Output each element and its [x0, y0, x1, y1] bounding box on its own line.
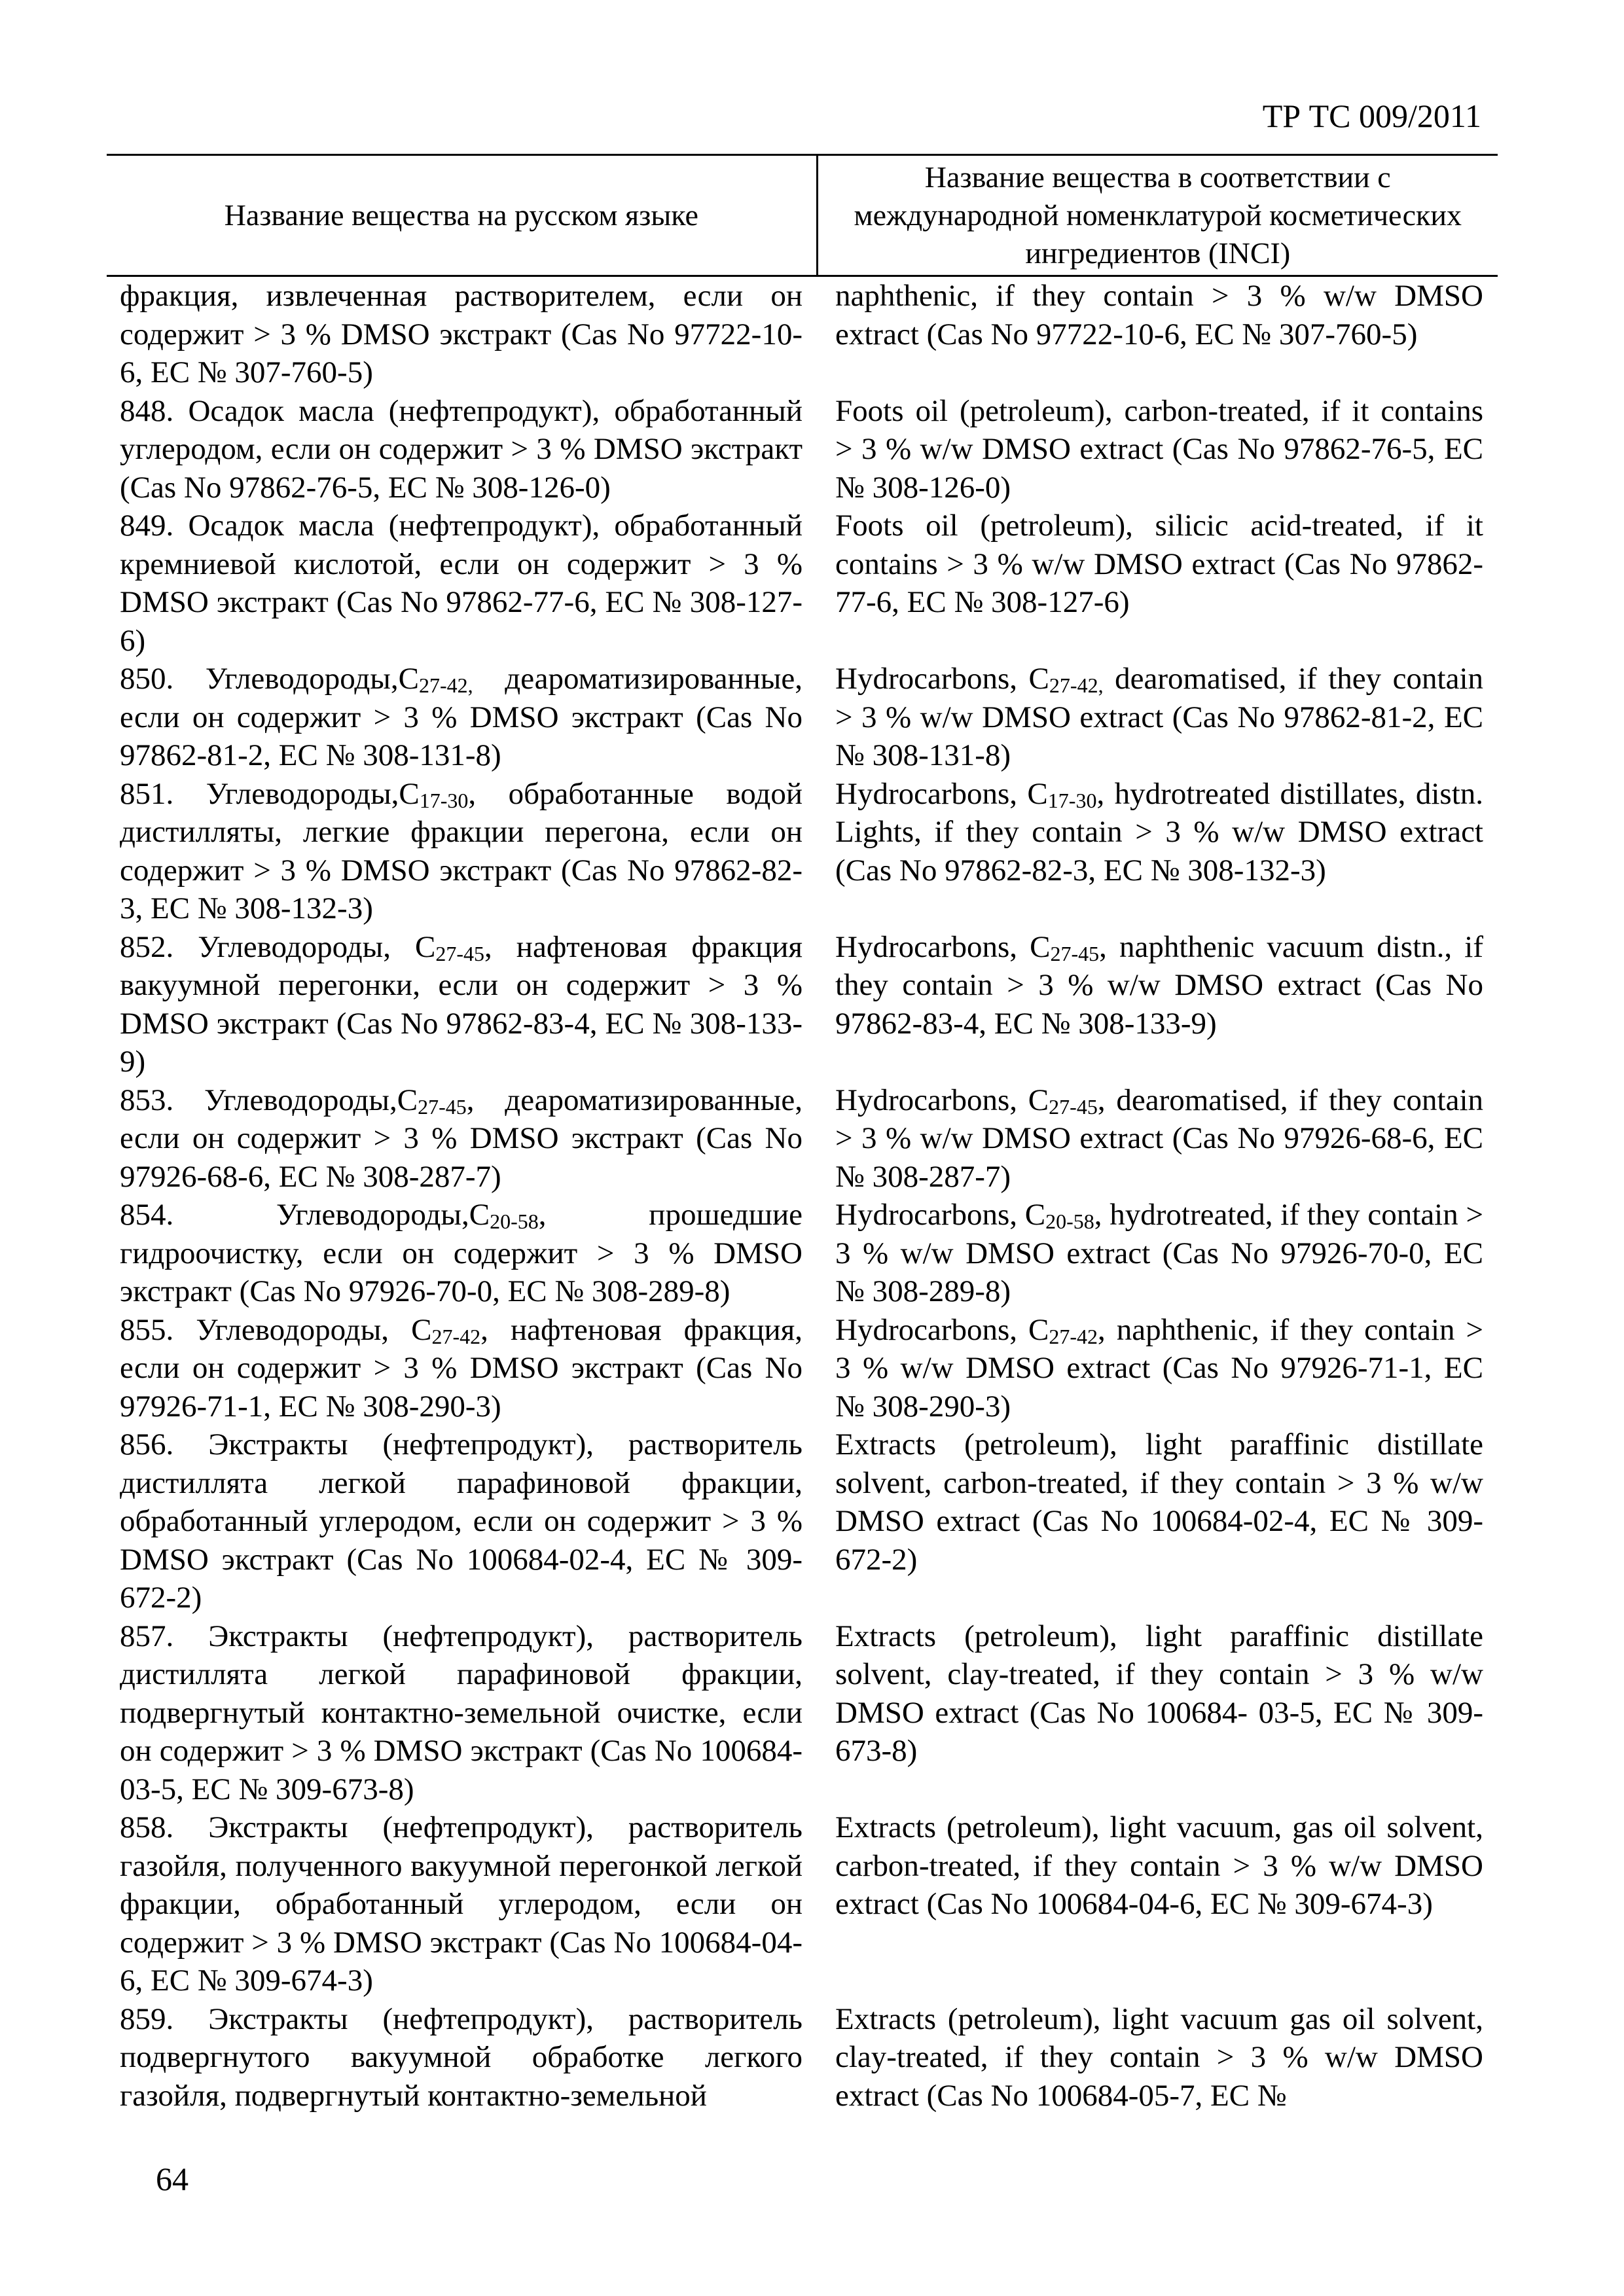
text-part: деароматизированные, если он содержит > 3 % DMSO экстракт (Cas No 97862-81-2, ЕС № 308-131-8): [120, 662, 803, 772]
table-row: [107, 507, 1498, 660]
subscript: 20-58: [1045, 1210, 1094, 1233]
text-part: 850. Углеводороды,C: [120, 662, 419, 696]
substances-table: [107, 154, 1498, 2115]
cell-inci-name: [817, 928, 1498, 1081]
text-part: 853. Углеводороды,C: [120, 1083, 418, 1117]
text-part: , naphthenic, if they contain > 3 % w/w DMSO extract (Cas No 97926-71-1, ЕС № 308-290-3): [835, 1312, 1483, 1424]
table-row: [107, 1311, 1498, 1426]
cell-inci-name: [817, 1196, 1498, 1311]
text-part: 854. Углеводороды,C: [120, 1198, 490, 1232]
subscript: 20-58: [490, 1210, 539, 1233]
subscript: 27-42: [431, 1324, 481, 1348]
cell-inci-name: Foots oil (petroleum), carbon-treated, if it contains > 3 % w/w DMSO extract (Cas No 97862-76-5, ЕС № 308-126-0): [835, 393, 1483, 505]
cell-russian-name: фракция, извлеченная растворителем, если он содержит > 3 % DMSO экстракт (Cas No 97722-10-6, ЕС № 307-760-5): [120, 279, 803, 389]
text-part: Hydrocarbons, C: [835, 929, 1051, 964]
column-header-russian: Название вещества на русском языке: [107, 155, 817, 276]
table-row: [107, 392, 1498, 507]
subscript: 27-42,: [1049, 673, 1104, 697]
text-part: 852. Углеводороды, C: [120, 929, 436, 964]
text-part: , нафтеновая фракция, если он содержит > 3 % DMSO экстракт (Cas No 97926-71-1, ЕС № 308-290-3): [120, 1312, 803, 1424]
subscript: 17-30: [419, 788, 469, 812]
cell-russian-name: [107, 1081, 817, 1196]
document-code: ТР ТС 009/2011: [1262, 98, 1481, 134]
subscript: 27-45: [435, 941, 485, 965]
text-part: , hydrotreated, if they contain > 3 % w/w DMSO extract (Cas No 97926-70-0, ЕС № 308-289-8): [835, 1198, 1483, 1308]
cell-russian-name: [107, 1311, 817, 1426]
text-part: , hydrotreated distillates, distn. Lights, if they contain > 3 % w/w DMSO extract (Cas No 97862-82-3, ЕС № 308-132-3): [835, 776, 1484, 888]
text-part: , прошедшие гидроочистку, если он содержит > 3 % DMSO экстракт (Cas No 97926-70-0, ЕС № 308-289-8): [120, 1198, 803, 1308]
table-row: [107, 276, 1498, 392]
cell-russian-name: 856. Экстракты (нефтепродукт), растворитель дистиллята легкой парафиновой фракции, обработанный углеродом, если он содержит > 3 % DMSO экстракт (Cas No 100684-02-4, ЕС № 309-672-2): [120, 1427, 803, 1615]
subscript: 27-45: [1050, 941, 1100, 965]
page-number: 64: [156, 2161, 189, 2197]
text-part: 855. Углеводороды, C: [120, 1312, 432, 1347]
subscript: 27-42,: [418, 673, 473, 697]
table-row: [107, 660, 1498, 775]
table-row: [107, 1426, 1498, 1617]
subscript: 27-45: [418, 1094, 467, 1119]
text-part: Hydrocarbons, C: [835, 1083, 1049, 1117]
table-row: [107, 928, 1498, 1081]
subscript: 27-42: [1049, 1324, 1098, 1348]
cell-inci-name: Extracts (petroleum), light vacuum, gas oil solvent, carbon-treated, if they contain > 3 % w/w DMSO extract (Cas No 100684-04-6, ЕС № 309-674-3): [835, 1810, 1483, 1921]
cell-russian-name: 848. Осадок масла (нефтепродукт), обработанный углеродом, если он содержит > 3 % DMSO экстракт (Cas No 97862-76-5, ЕС № 308-126-0): [120, 393, 803, 505]
subscript: 27-45: [1049, 1094, 1098, 1119]
text-part: Hydrocarbons, C: [835, 776, 1048, 811]
cell-inci-name: naphthenic, if they contain > 3 % w/w DMSO extract (Cas No 97722-10-6, ЕС № 307-760-5): [835, 279, 1483, 351]
cell-inci-name: [817, 1311, 1498, 1426]
cell-russian-name: [107, 1196, 817, 1311]
text-part: , dearomatised, if they contain > 3 % w/w DMSO extract (Cas No 97926-68-6, ЕС № 308-287-7): [835, 1083, 1484, 1194]
cell-russian-name: 858. Экстракты (нефтепродукт), растворитель газойля, полученного вакуумной перегонкой легкой фракции, обработанный углеродом, если он содержит > 3 % DMSO экстракт (Cas No 100684-04-6, ЕС № 309-674-3): [120, 1810, 803, 1998]
cell-russian-name: [107, 928, 817, 1081]
table-row: [107, 1081, 1498, 1196]
cell-russian-name: 849. Осадок масла (нефтепродукт), обработанный кремниевой кислотой, если он содержит > 3 % DMSO экстракт (Cas No 97862-77-6, ЕС № 308-127-6): [120, 509, 803, 658]
table-row: [107, 1808, 1498, 2000]
text-part: Hydrocarbons, C: [835, 662, 1049, 696]
cell-inci-name: Extracts (petroleum), light vacuum gas oil solvent, clay-treated, if they contain > 3 % w/w DMSO extract (Cas No 100684-05-7, ЕС №: [835, 2001, 1483, 2113]
table-row: [107, 2000, 1498, 2115]
table-row: [107, 1196, 1498, 1311]
text-part: , нафтеновая фракция вакуумной перегонки, если он содержит > 3 % DMSO экстракт (Cas No 97862-83-4, ЕС № 308-133-9): [120, 929, 803, 1079]
text-part: dearomatised, if they contain > 3 % w/w DMSO extract (Cas No 97862-81-2, ЕС № 308-131-8): [835, 662, 1484, 772]
text-part: Hydrocarbons, C: [835, 1198, 1046, 1232]
text-part: Hydrocarbons, C: [835, 1312, 1049, 1347]
subscript: 17-30: [1047, 788, 1097, 812]
text-part: , обработанные водой дистилляты, легкие фракции перегона, если он содержит > 3 % DMSO экстракт (Cas No 97862-82-3, ЕС № 308-132-3): [120, 776, 803, 925]
cell-russian-name: 859. Экстракты (нефтепродукт), растворитель подвергнутого вакуумной обработке легкого газойля, подвергнутый контактно-земельной: [120, 2001, 803, 2113]
cell-inci-name: Extracts (petroleum), light paraffinic distillate solvent, carbon-treated, if they contain > 3 % w/w DMSO extract (Cas No 100684-02-4, ЕС № 309-672-2): [835, 1427, 1483, 1577]
cell-russian-name: 857. Экстракты (нефтепродукт), растворитель дистиллята легкой парафиновой фракции, подвергнутый контактно-земельной очистке, если он содержит > 3 % DMSO экстракт (Cas No 100684- 03-5, ЕС № 309-673-8): [120, 1619, 803, 1806]
table-row: [107, 1617, 1498, 1809]
cell-russian-name: [107, 660, 817, 775]
text-part: 851. Углеводороды,C: [120, 776, 420, 811]
cell-inci-name: [817, 660, 1498, 775]
cell-inci-name: [817, 775, 1498, 928]
table-header-row: [107, 155, 1498, 276]
text-part: , деароматизированные, если он содержит > 3 % DMSO экстракт (Cas No 97926-68-6, ЕС № 308-287-7): [120, 1083, 803, 1194]
cell-inci-name: Foots oil (petroleum), silicic acid-treated, if it contains > 3 % w/w DMSO extract (Cas No 97862-77-6, ЕС № 308-127-6): [835, 509, 1483, 619]
column-header-inci: Название вещества в соответствии с международной номенклатурой косметических ингредиентов (INCI): [817, 155, 1498, 276]
text-part: , naphthenic vacuum distn., if they contain > 3 % w/w DMSO extract (Cas No 97862-83-4, ЕС № 308-133-9): [835, 929, 1483, 1041]
table-row: [107, 775, 1498, 928]
cell-russian-name: [107, 775, 817, 928]
cell-inci-name: [817, 1081, 1498, 1196]
cell-inci-name: Extracts (petroleum), light paraffinic distillate solvent, clay-treated, if they contain > 3 % w/w DMSO extract (Cas No 100684- 03-5, ЕС № 309-673-8): [835, 1619, 1483, 1768]
